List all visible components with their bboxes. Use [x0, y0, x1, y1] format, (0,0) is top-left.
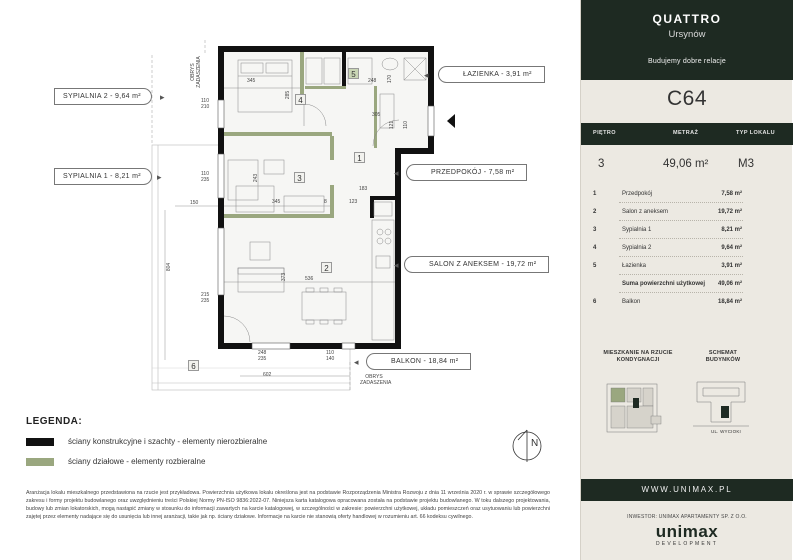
- room-row-area: 18,84 m²: [717, 299, 742, 305]
- legend-text-partition: ściany działowe - elementy rozbieralne: [68, 457, 206, 466]
- legend-title: LEGENDA:: [26, 416, 83, 427]
- callout-balcony: [366, 353, 471, 370]
- building-thumbnail-label: SCHEMAT BUDYNKÓW: [705, 350, 741, 363]
- room-row-name: Sypialnia 2: [622, 245, 652, 251]
- room-row-number: 1: [593, 191, 597, 197]
- brand-name: QUATTRO: [652, 12, 722, 26]
- unimax-logo-subtitle: DEVELOPMENT: [656, 541, 718, 547]
- room-row-area: 3,91 m²: [721, 263, 742, 269]
- callout-living-label: SALON Z ANEKSEM - 19,72 m²: [429, 261, 537, 268]
- dim-label: 170: [387, 74, 394, 84]
- callout-hallway: [406, 164, 527, 181]
- stats-header-bar: [581, 123, 793, 145]
- total-area-value: 49,06 m²: [717, 281, 742, 287]
- callout-balcony-label: BALKON - 18,84 m²: [391, 358, 459, 365]
- arrow-left-icon: ◂: [424, 70, 429, 80]
- unit-code: C64: [666, 87, 708, 110]
- balcony-row: [581, 293, 793, 311]
- room-number-3: 3: [294, 172, 305, 183]
- dim-label: 140: [326, 356, 335, 362]
- floor-thumbnail: [607, 384, 661, 432]
- street-name: UL. WYCIOKI: [711, 429, 741, 434]
- dim-label: 110: [402, 121, 409, 129]
- room-row-number: 6: [593, 299, 597, 305]
- room-row-name: Łazienka: [622, 263, 647, 269]
- dim-label: 305: [372, 112, 381, 118]
- legend-text-structural: ściany konstrukcyjne i szachty - elementy nierozbieralne: [68, 437, 268, 446]
- room-number-6: 6: [188, 360, 199, 371]
- dim-label: 248: [258, 350, 267, 356]
- value-type: M3: [738, 158, 754, 170]
- room-number-1: 1: [354, 152, 365, 163]
- disclaimer-text: Aranżacja lokalu mieszkalnego przedstawiona na rzucie jest przykładowa. Powierzchnia użytkowa lokalu określona jest na podstawie Rozporządzenia Ministra Rozwoju z dnia 11 września 2020 r. w sprawie szczegółowego zakresu i formy projektu budowlanego oraz uwzględnieniu treści Polskiej Normy PN-ISO 9836:2022-07. Niniejsza karta katalogowa opracowana została na podstawie projektu budowlanego. W toku dalszego projektowania, budowy lub zmian lokatorskich, mogą nastąpić zmiany w stosunku do informacji zawartych na karcie katalogowej, w szczególności w zakresie: powierzchni użytkowej, układu pomieszczeń oraz usytuowaniu lub powierzchni zajętej przez elementy nadające się do usunięcia lub innej aranżacji, takie jak np. ściany działowe. Informacje na karcie nie stanowią oferty handlowej w rozumieniu art. 66 kodeksu cywilnego.: [26, 490, 550, 520]
- room-number-5: 5: [348, 68, 359, 79]
- info-panel: [580, 0, 792, 560]
- room-row-area: 9,64 m²: [721, 245, 742, 251]
- room-row-name: Sypialnia 1: [622, 227, 652, 233]
- legend-item-partition: [26, 457, 326, 467]
- value-area: 49,06 m²: [663, 158, 709, 170]
- website-link[interactable]: WWW.UNIMAX.PL: [581, 479, 793, 501]
- arrow-right-icon: ▸: [157, 172, 162, 182]
- tagline: Budujemy dobre relacje: [648, 58, 726, 65]
- dim-label: 235: [201, 298, 210, 304]
- dim-label: 110: [326, 350, 334, 356]
- room-row: [581, 203, 793, 221]
- dim-label: 110: [201, 171, 209, 177]
- dim-label: 536: [305, 276, 314, 282]
- room-row-number: 2: [593, 209, 597, 215]
- room-row-area: 8,21 m²: [721, 227, 742, 233]
- callout-bathroom: [438, 66, 545, 83]
- room-row-name: Balkon: [622, 299, 641, 305]
- header-floor: PIĘTRO: [593, 130, 616, 136]
- dim-label: 183: [359, 186, 368, 192]
- building-thumbnail: [693, 382, 749, 426]
- room-row: [581, 239, 793, 257]
- callout-hallway-label: PRZEDPOKÓJ - 7,58 m²: [431, 169, 515, 176]
- room-row: [581, 185, 793, 203]
- header-area: METRAŻ: [673, 130, 699, 136]
- room-row-name: Salon z aneksem: [622, 209, 669, 215]
- arrow-left-icon: ◂: [394, 260, 399, 270]
- roof-outline-label: OBRYS ZADASZENIA: [190, 56, 202, 88]
- dim-label: 345: [272, 199, 281, 205]
- dim-label: 8: [324, 199, 327, 205]
- callout-bedroom-1: [54, 168, 152, 185]
- compass-icon: [513, 430, 541, 462]
- room-row: [581, 221, 793, 239]
- room-number-2: 2: [321, 262, 332, 273]
- callout-bathroom-label: ŁAZIENKA - 3,91 m²: [463, 71, 532, 78]
- dim-label: 150: [190, 200, 199, 206]
- svg-text:N: N: [531, 438, 539, 449]
- legend-swatch-structural: [26, 438, 54, 446]
- callout-bedroom-2-label: SYPIALNIA 2 - 9,64 m²: [63, 93, 141, 100]
- dim-label: 123: [349, 199, 358, 205]
- callout-bedroom-2: [54, 88, 152, 105]
- legend-swatch-partition: [26, 458, 54, 466]
- value-floor: 3: [598, 158, 605, 170]
- arrow-left-icon: ◂: [394, 168, 399, 178]
- room-row-number: 5: [593, 263, 597, 269]
- arrow-left-icon: ◂: [354, 357, 359, 367]
- room-row: [581, 257, 793, 275]
- entrance-marker: [447, 114, 455, 128]
- room-number-4: 4: [295, 94, 306, 105]
- floor-thumbnail-label: MIESZKANIE NA RZUCIE KONDYGNACJI: [603, 350, 673, 363]
- investor-text: INWESTOR: UNIMAX APARTAMENTY SP. Z O.O.: [627, 514, 747, 520]
- dim-label: 602: [263, 372, 272, 378]
- unimax-logo: unimax: [655, 522, 719, 541]
- dim-label: 285: [285, 90, 292, 100]
- dim-label: 215: [201, 292, 210, 298]
- dim-label: 345: [247, 78, 256, 84]
- room-row-name: Przedpokój: [622, 191, 653, 197]
- legend-item-structural: [26, 437, 326, 447]
- thumbnails-drawing: [581, 372, 793, 462]
- panel-header: [581, 0, 793, 80]
- district-name: Ursynów: [668, 29, 706, 40]
- callout-bedroom-1-label: SYPIALNIA 1 - 8,21 m²: [63, 173, 141, 180]
- room-row-area: 19,72 m²: [717, 209, 742, 215]
- dim-label: 373: [281, 272, 288, 282]
- roof-outline-label: OBRYS ZADASZENIA: [360, 374, 392, 386]
- room-row-number: 4: [593, 245, 597, 251]
- room-row-number: 3: [593, 227, 597, 233]
- dim-label: 243: [253, 173, 260, 183]
- arrow-right-icon: ▸: [160, 92, 165, 102]
- dim-label: 804: [166, 262, 173, 272]
- total-area-label: Suma powierzchni użytkowej: [622, 281, 706, 287]
- dim-label: 235: [258, 356, 267, 362]
- dim-label: 110: [201, 98, 209, 104]
- header-type: TYP LOKALU: [736, 130, 776, 136]
- dim-label: 248: [368, 78, 377, 84]
- total-area-row: [581, 275, 793, 293]
- dim-label: 210: [201, 104, 210, 110]
- dim-label: 235: [201, 177, 210, 183]
- dim-label: 121: [389, 120, 396, 130]
- room-row-area: 7,58 m²: [721, 191, 742, 197]
- callout-living: [404, 256, 549, 273]
